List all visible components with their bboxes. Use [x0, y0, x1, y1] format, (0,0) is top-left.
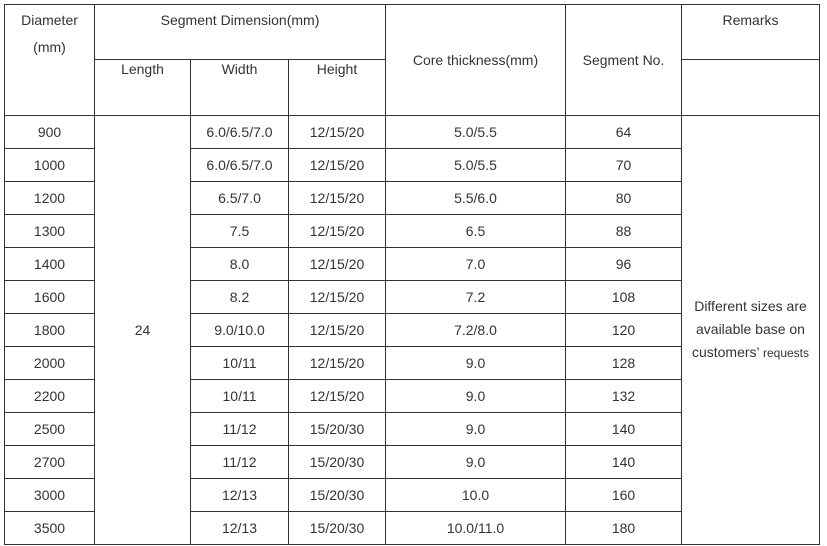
cell-width: 8.2 — [191, 281, 289, 314]
cell-diameter: 2700 — [5, 446, 95, 479]
cell-height: 12/15/20 — [289, 347, 386, 380]
cell-height: 12/15/20 — [289, 314, 386, 347]
cell-height: 15/20/30 — [289, 413, 386, 446]
cell-width: 11/12 — [191, 446, 289, 479]
header-core-thickness: Core thickness(mm) — [386, 5, 566, 116]
cell-width: 9.0/10.0 — [191, 314, 289, 347]
cell-segment-no: 140 — [566, 446, 682, 479]
cell-segment-no: 70 — [566, 149, 682, 182]
cell-remarks — [682, 116, 820, 545]
cell-core-thickness: 10.0/11.0 — [386, 512, 566, 545]
cell-core-thickness: 7.0 — [386, 248, 566, 281]
cell-segment-no: 128 — [566, 347, 682, 380]
header-height: Height — [289, 60, 386, 116]
cell-segment-no: 180 — [566, 512, 682, 545]
cell-length: 24 — [95, 116, 191, 545]
cell-core-thickness: 9.0 — [386, 380, 566, 413]
cell-segment-no: 160 — [566, 479, 682, 512]
cell-height: 15/20/30 — [289, 512, 386, 545]
header-diameter — [5, 5, 95, 116]
cell-height: 12/15/20 — [289, 149, 386, 182]
header-remarks: Remarks — [682, 5, 820, 60]
cell-core-thickness: 9.0 — [386, 347, 566, 380]
cell-core-thickness: 9.0 — [386, 446, 566, 479]
cell-width: 6.0/6.5/7.0 — [191, 149, 289, 182]
cell-height: 12/15/20 — [289, 248, 386, 281]
cell-diameter: 3000 — [5, 479, 95, 512]
cell-segment-no: 64 — [566, 116, 682, 149]
cell-segment-no: 80 — [566, 182, 682, 215]
cell-width: 10/11 — [191, 347, 289, 380]
cell-width: 6.0/6.5/7.0 — [191, 116, 289, 149]
cell-height: 15/20/30 — [289, 479, 386, 512]
cell-height: 15/20/30 — [289, 446, 386, 479]
cell-core-thickness: 5.5/6.0 — [386, 182, 566, 215]
header-width: Width — [191, 60, 289, 116]
cell-segment-no: 96 — [566, 248, 682, 281]
cell-width: 8.0 — [191, 248, 289, 281]
cell-core-thickness: 5.0/5.5 — [386, 149, 566, 182]
cell-diameter: 1300 — [5, 215, 95, 248]
cell-width: 12/13 — [191, 512, 289, 545]
cell-diameter: 1000 — [5, 149, 95, 182]
cell-width: 11/12 — [191, 413, 289, 446]
cell-core-thickness: 9.0 — [386, 413, 566, 446]
remarks-line-3-word: customers’ — [691, 344, 760, 360]
cell-diameter: 900 — [5, 116, 95, 149]
remarks-line-1: Different sizes are — [694, 298, 807, 314]
cell-width: 6.5/7.0 — [191, 182, 289, 215]
remarks-line-3-tail: requests — [759, 346, 810, 360]
cell-diameter: 1400 — [5, 248, 95, 281]
cell-width: 12/13 — [191, 479, 289, 512]
cell-height: 12/15/20 — [289, 380, 386, 413]
table-body — [5, 116, 820, 545]
cell-diameter: 2000 — [5, 347, 95, 380]
cell-segment-no: 132 — [566, 380, 682, 413]
cell-segment-no: 88 — [566, 215, 682, 248]
cell-core-thickness: 5.0/5.5 — [386, 116, 566, 149]
cell-core-thickness: 7.2 — [386, 281, 566, 314]
cell-core-thickness: 7.2/8.0 — [386, 314, 566, 347]
cell-segment-no: 120 — [566, 314, 682, 347]
header-remarks-blank — [682, 60, 820, 116]
cell-diameter: 2500 — [5, 413, 95, 446]
cell-segment-no: 108 — [566, 281, 682, 314]
specification-table — [4, 4, 820, 545]
cell-height: 12/15/20 — [289, 116, 386, 149]
table-row — [5, 116, 820, 149]
remarks-line-3 — [682, 341, 819, 365]
header-diameter-unit: (mm) — [33, 39, 66, 55]
cell-core-thickness: 6.5 — [386, 215, 566, 248]
cell-diameter: 1200 — [5, 182, 95, 215]
cell-segment-no: 140 — [566, 413, 682, 446]
cell-width: 10/11 — [191, 380, 289, 413]
remarks-line-2: available base on — [696, 321, 805, 337]
cell-diameter: 1800 — [5, 314, 95, 347]
header-segment-no: Segment No. — [566, 5, 682, 116]
cell-width: 7.5 — [191, 215, 289, 248]
header-segment-dimension: Segment Dimension(mm) — [95, 5, 386, 60]
cell-diameter: 3500 — [5, 512, 95, 545]
cell-diameter: 1600 — [5, 281, 95, 314]
cell-height: 12/15/20 — [289, 215, 386, 248]
header-length: Length — [95, 60, 191, 116]
cell-height: 12/15/20 — [289, 281, 386, 314]
cell-diameter: 2200 — [5, 380, 95, 413]
cell-height: 12/15/20 — [289, 182, 386, 215]
header-diameter-label: Diameter — [21, 12, 78, 28]
cell-core-thickness: 10.0 — [386, 479, 566, 512]
